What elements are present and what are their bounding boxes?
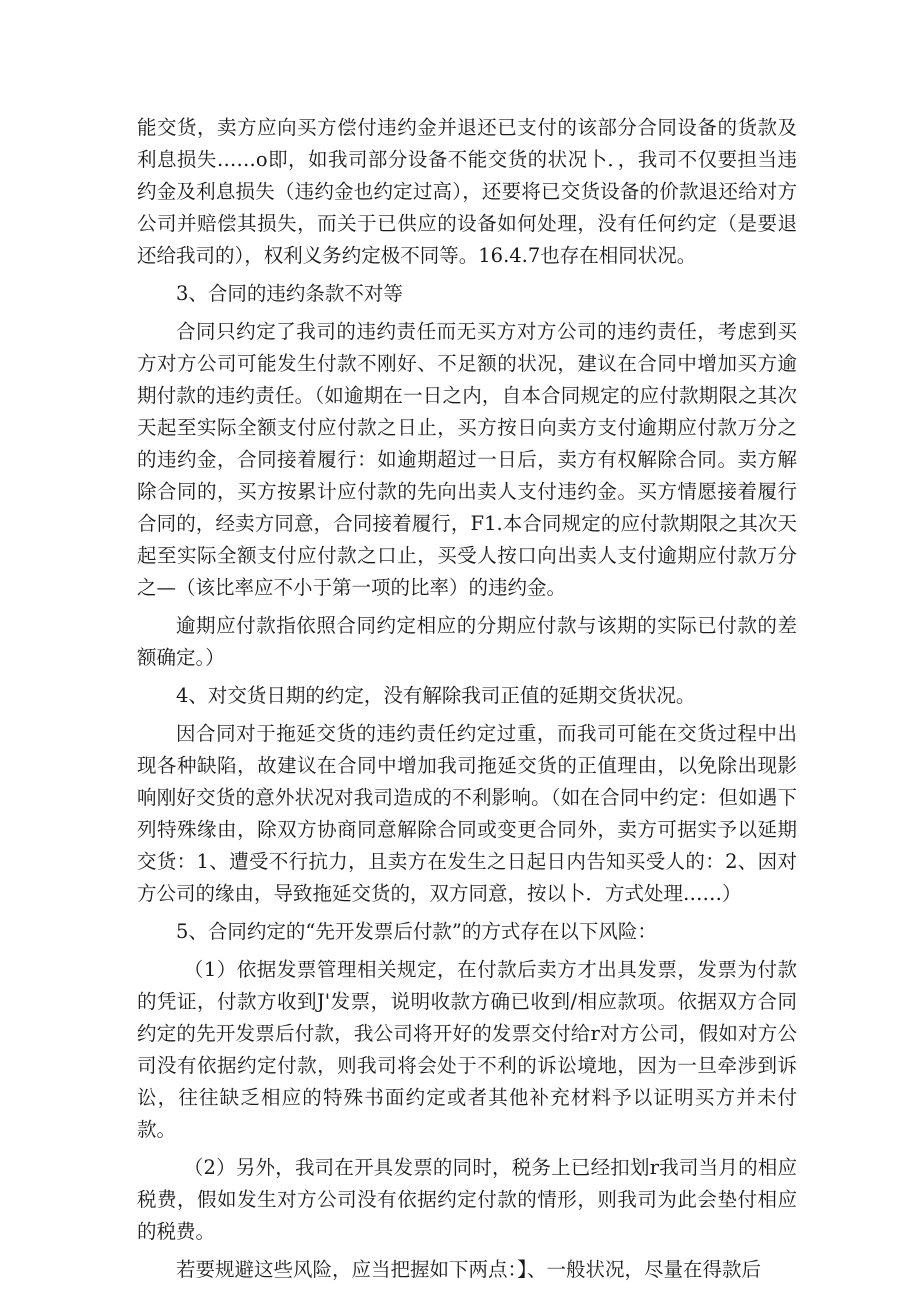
paragraph-1: 能交货，卖方应向买方偿付违约金并退还已支付的该部分合同设备的货款及利息损失……o即，如我司部分设备不能交货的状况卜．，我司不仅要担当违约金及利息损失（违约金也约定过高），还要将已交货设备的价款退还给对方公司并赔偿其损失，而关于已供应的设备如何处理，没有任何约定（是要退还给我司的），权利义务约定极不同等。16.4.7也存在相同状况。 (137, 116, 797, 267)
section-heading-4: 4、对交货日期的约定，没有解除我司正值的延期交货状况。 (176, 684, 696, 707)
paragraph-8: （1）依据发票管理相关规定，在付款后卖方才出具发票，发票为付款的凭证，付款方收到J'发票，说明收款方确已收到/相应款项。依据双方合同约定的先开发票后付款，我公司将开好的发票交付给r对方公司，假如对方公司没有依据约定付款，则我司将会处于不利的诉讼境地，因为一旦牵涉到诉讼，往往缺乏相应的特殊书面约定或者其他补充材料予以证明买方并未付款。 (137, 958, 797, 1141)
paragraph-4: 逾期应付款指依照合同约定相应的分期应付款与该期的实际已付款的差额确定。） (137, 614, 797, 669)
section-heading-3: 3、合同的违约条款不对等 (176, 282, 403, 305)
paragraph-6: 因合同对于拖延交货的违约责任约定过重，而我司可能在交货过程中出现各种缺陷，故建议在合同中增加我司拖延交货的正值理由，以免除出现影响刚好交货的意外状况对我司造成的不利影响。（如在合同中约定：但如遇下列特殊缘由，除双方协商同意解除合同或变更合同外，卖方可据实予以延期交货：1、遭受不行抗力，且卖方在发生之日起日内告知买受人的：2、因对方公司的缘由，导致拖延交货的，双方同意，按以卜．方式处理……） (137, 722, 797, 905)
document-body (137, 112, 797, 1292)
paragraph-9: （2）另外，我司在开具发票的同时，税务上已经扣划r我司当月的相应税费，假如发生对方公司没有依据约定付款的情形，则我司为此会垫付相应的税费。 (137, 1156, 797, 1243)
paragraph-10: 若要规避这些风险，应当把握如下两点：】、一般状况，尽量在得款后 (176, 1258, 762, 1281)
section-heading-5: 5、合同约定的“先开发票后付款”的方式存在以下风险： (176, 920, 657, 943)
paragraph-3: 合同只约定了我司的违约责任而无买方对方公司的违约责任，考虑到买方对方公司可能发生付款不刚好、不足额的状况，建议在合同中增加买方逾期付款的违约责任。（如逾期在一日之内，自本合同规定的应付款期限之其次天起至实际全额支付应付款之日止，买方按日向卖方支付逾期应付款万分之的违约金，合同接着履行：如逾期超过一日后，卖方有权解除合同。卖方解除合同的，买方按累计应付款的先向出卖人支付违约金。买方情愿接着履行合同的，经卖方同意，合同接着履行，F1.本合同规定的应付款期限之其次天起至实际全额支付应付款之口止，买受人按口向出卖人支付逾期应付款万分之—（该比率应不小于第一项的比率）的违约金。 (137, 320, 797, 599)
